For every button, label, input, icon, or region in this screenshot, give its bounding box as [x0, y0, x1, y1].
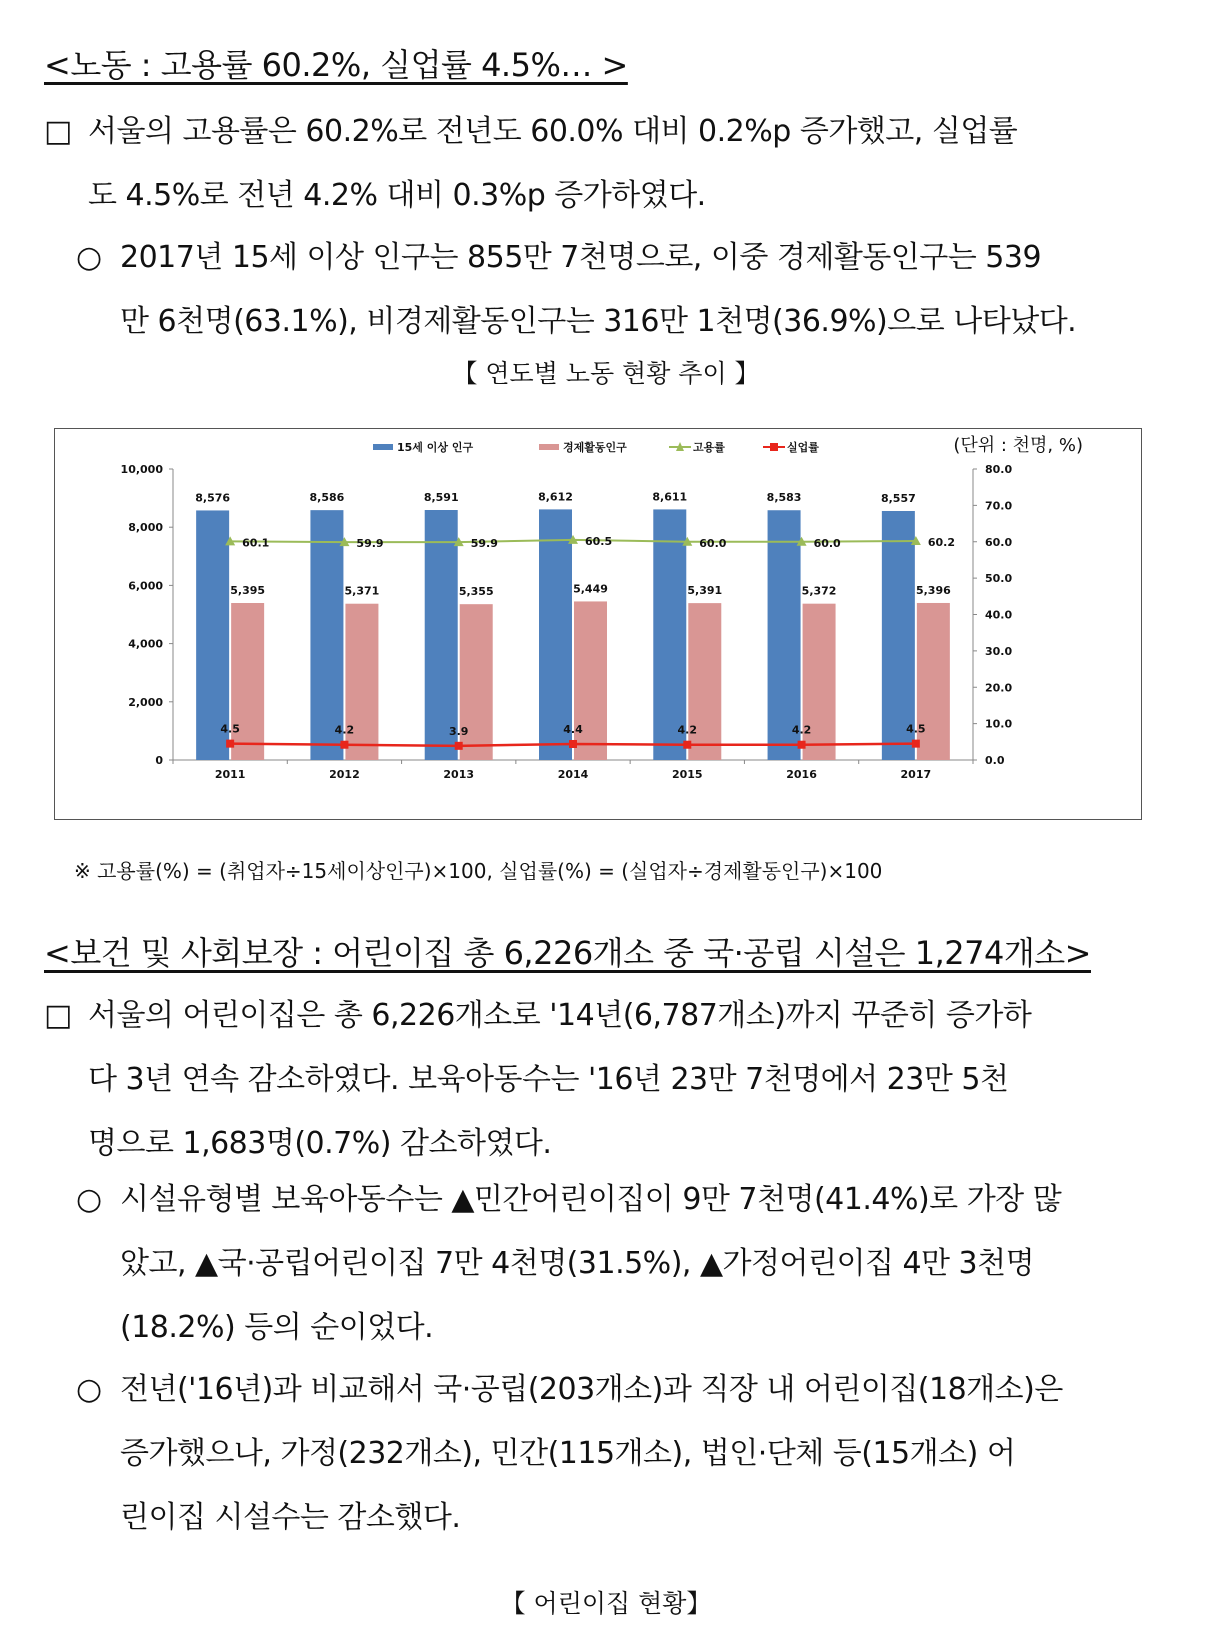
unemployment-rate-point [569, 740, 577, 748]
x-tick-label: 2013 [443, 768, 475, 781]
x-tick-label: 2011 [214, 768, 246, 781]
paragraph-line: 았고, ▲국·공립어린이집 7만 4천명(31.5%), ▲가정어린이집 4만 3천명 [120, 1246, 1035, 1281]
paragraph-line: 증가했으나, 가정(232개소), 민간(115개소), 법인·단체 등(15개소) 어 [120, 1436, 1016, 1471]
paragraph-line: 전년('16년)과 비교해서 국·공립(203개소)과 직장 내 어린이집(18개소)은 [120, 1372, 1063, 1407]
paragraph-line: 시설유형별 보육아동수는 ▲민간어린이집이 9만 7천명(41.4%)로 가장 많 [120, 1182, 1062, 1217]
x-tick-label: 2017 [900, 768, 932, 781]
paragraph-line: 만 6천명(63.1%), 비경제활동인구는 316만 1천명(36.9%)으로 나타났다. [120, 304, 1077, 339]
bar-population [425, 510, 458, 760]
bar-data-label: 8,586 [309, 491, 345, 505]
section-heading-labor: <노동 : 고용률 60.2%, 실업률 4.5%… > [44, 46, 628, 84]
y-right-tick-label: 30.0 [985, 644, 1013, 658]
bar-data-label: 5,391 [687, 584, 723, 598]
bar-data-label: 8,576 [195, 491, 231, 505]
labor-chart [55, 429, 1141, 819]
line-data-label: 60.1 [242, 536, 270, 550]
circle-bullet: ○ [76, 1372, 102, 1407]
paragraph-line: 도 4.5%로 전년 4.2% 대비 0.3%p 증가하였다. [88, 178, 706, 213]
bar-data-label: 5,449 [573, 582, 608, 596]
unit-note: (단위 : 천명, %) [953, 435, 1083, 456]
paragraph-daycare-type [76, 1168, 1061, 1360]
paragraph-employment [44, 100, 1017, 228]
x-tick-label: 2015 [671, 768, 703, 781]
y-left-tick-label: 8,000 [128, 521, 163, 535]
unemployment-rate-point [798, 741, 806, 749]
paragraph-line: (18.2%) 등의 순이었다. [120, 1310, 434, 1345]
x-tick-label: 2016 [786, 768, 817, 781]
legend-label: 경제활동인구 [563, 441, 627, 454]
legend-label: 실업률 [787, 441, 819, 454]
square-bullet: □ [44, 114, 72, 149]
y-right-tick-label: 60.0 [985, 535, 1013, 549]
line-data-label: 3.9 [448, 724, 469, 738]
line-data-label: 4.2 [334, 723, 355, 737]
bar-data-label: 5,395 [230, 584, 266, 598]
section-heading-welfare: <보건 및 사회보장 : 어린이집 총 6,226개소 중 국·공립 시설은 1,274개소> [44, 934, 1091, 972]
bar-data-label: 8,557 [880, 491, 916, 505]
bar-data-label: 5,355 [458, 585, 494, 599]
line-data-label: 60.5 [585, 534, 613, 548]
paragraph-line: 다 3년 연속 감소하였다. 보육아동수는 '16년 23만 7천명에서 23만 5천 [88, 1062, 1009, 1097]
unemployment-rate-point [683, 741, 691, 749]
x-tick-label: 2014 [557, 768, 589, 781]
line-data-label: 4.2 [791, 723, 812, 737]
paragraph-daycare-change [76, 1358, 1063, 1550]
y-right-tick-label: 10.0 [985, 717, 1013, 731]
legend-swatch [373, 444, 393, 450]
bar-active-population [231, 603, 264, 760]
circle-bullet: ○ [76, 240, 102, 275]
bar-active-population [917, 603, 950, 760]
y-right-tick-label: 0.0 [985, 754, 1005, 767]
line-data-label: 60.0 [813, 536, 841, 550]
y-left-tick-label: 10,000 [120, 463, 163, 476]
paragraph-line: 서울의 고용률은 60.2%로 전년도 60.0% 대비 0.2%p 증가했고, 실업률 [88, 114, 1018, 149]
daycare-caption: 【 어린이집 현황】 [500, 1589, 712, 1618]
y-right-tick-label: 50.0 [985, 572, 1013, 586]
line-data-label: 4.5 [220, 722, 240, 736]
y-right-tick-label: 80.0 [985, 463, 1013, 476]
bar-active-population [574, 601, 607, 760]
paragraph-line: 명으로 1,683명(0.7%) 감소하였다. [88, 1126, 552, 1161]
paragraph-line: 서울의 어린이집은 총 6,226개소로 '14년(6,787개소)까지 꾸준히 증가하 [88, 998, 1032, 1033]
bar-data-label: 8,583 [766, 491, 802, 505]
labor-chart-frame [54, 428, 1142, 820]
y-left-tick-label: 4,000 [128, 637, 163, 651]
line-data-label: 4.4 [563, 722, 583, 736]
line-data-label: 60.0 [699, 536, 727, 550]
paragraph-daycare-total [44, 984, 1031, 1176]
bar-data-label: 5,372 [801, 584, 837, 598]
x-tick-label: 2012 [329, 768, 360, 781]
paragraph-line: 2017년 15세 이상 인구는 855만 7천명으로, 이중 경제활동인구는 539 [120, 240, 1042, 275]
line-data-label: 60.2 [927, 536, 955, 550]
unemployment-rate-point [455, 742, 463, 750]
bar-data-label: 8,591 [423, 491, 459, 505]
bar-population [653, 509, 686, 760]
line-data-label: 4.5 [906, 722, 926, 736]
bar-data-label: 8,611 [652, 490, 688, 504]
legend-swatch [539, 444, 559, 450]
line-data-label: 59.9 [356, 537, 384, 551]
unemployment-rate-point [912, 740, 920, 748]
circle-bullet: ○ [76, 1182, 102, 1217]
legend-marker [770, 443, 778, 451]
bar-population [768, 510, 801, 760]
bar-data-label: 8,612 [538, 490, 573, 504]
bar-population [310, 510, 343, 760]
y-left-tick-label: 6,000 [128, 579, 163, 593]
unemployment-rate-point [340, 741, 348, 749]
line-data-label: 59.9 [470, 537, 498, 551]
bar-data-label: 5,396 [915, 583, 951, 597]
chart-footnote: ※ 고용률(%) = (취업자÷15세이상인구)×100, 실업률(%) = (실업자÷경제활동인구)×100 [74, 859, 883, 883]
legend-label: 15세 이상 인구 [397, 441, 474, 454]
bar-data-label: 5,371 [344, 584, 380, 598]
square-bullet: □ [44, 998, 72, 1033]
y-right-tick-label: 20.0 [985, 681, 1013, 695]
y-right-tick-label: 40.0 [985, 608, 1013, 622]
line-data-label: 4.2 [677, 723, 698, 737]
paragraph-population [76, 226, 1076, 354]
y-left-tick-label: 2,000 [128, 695, 163, 709]
unemployment-rate-point [226, 740, 234, 748]
y-right-tick-label: 70.0 [985, 499, 1013, 513]
legend-label: 고용률 [693, 441, 725, 454]
chart-caption: 【 연도별 노동 현황 추이 】 [452, 359, 760, 388]
paragraph-line: 린이집 시설수는 감소했다. [120, 1500, 461, 1535]
y-left-tick-label: 0 [155, 754, 163, 767]
